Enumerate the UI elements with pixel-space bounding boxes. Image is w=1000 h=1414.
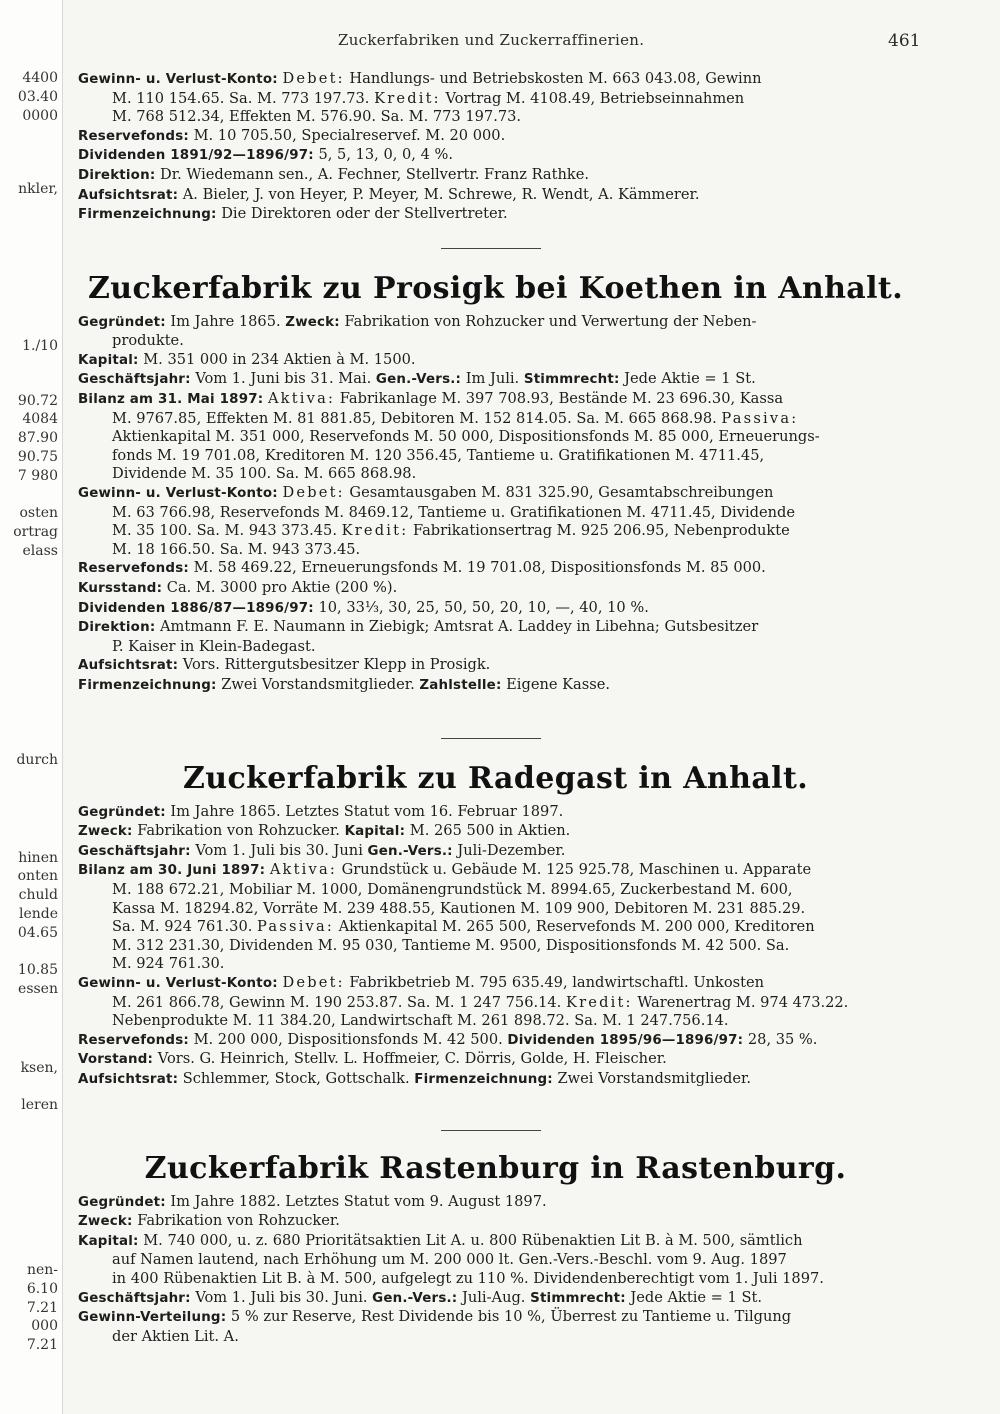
entry-text: der Aktien Lit. A. (112, 1327, 239, 1345)
aufsichtsrat-entry (78, 1070, 913, 1090)
entry-key: Aufsichtsrat: (78, 1071, 179, 1087)
aktiva-label: Aktiva: (267, 389, 336, 407)
gutter-fragment: hinen (18, 850, 58, 866)
dividenden-entry (78, 599, 913, 619)
entry-key: Gen.-Vers.: (367, 843, 453, 859)
passiva-label: Passiva: (257, 918, 335, 936)
entry-text: auf Namen lautend, nach Erhöhung um M. 200 000 lt. Gen.-Vers.-Beschl. vom 9. Aug. 1897 (112, 1251, 787, 1269)
gewinn-verlust-entry (78, 974, 913, 1031)
gegruendet-entry (78, 1193, 913, 1213)
direktion-entry (78, 166, 913, 186)
entry-text: Sa. M. 924 761.30. (112, 918, 253, 936)
entry-text: Juli-Dezember. (457, 841, 566, 859)
entry-text: M. 768 512.34, Effekten M. 576.90. Sa. M. 773 197.73. (112, 108, 522, 126)
entry-text: Im Jahre 1865. (170, 312, 281, 330)
entry-text: Vors. G. Heinrich, Stellv. L. Hoffmeier, C. Dörris, Golde, H. Fleischer. (157, 1050, 667, 1068)
reservefonds-entry (78, 1031, 913, 1051)
gutter-fragment: osten (19, 505, 58, 521)
gutter-fragment: 7.21 (26, 1300, 58, 1316)
reservefonds-entry (78, 127, 913, 147)
entry-key: Bilanz am 30. Juni 1897: (78, 863, 266, 879)
entry-key: Firmenzeichnung: (414, 1071, 553, 1087)
gutter-fragment: durch (16, 752, 58, 768)
gutter-fragment: 0000 (22, 108, 58, 124)
entry-text: Jede Aktie = 1 St. (630, 1288, 762, 1306)
entry-text: M. 200 000, Dispositionsfonds M. 42 500. (193, 1030, 503, 1048)
entry-text: M. 188 672.21, Mobiliar M. 1000, Domänengrundstück M. 8994.65, Zuckerbestand M. 600, (112, 880, 793, 898)
dividenden-entry (78, 146, 913, 166)
gutter-fragment: leren (21, 1097, 58, 1113)
entry-text: Vom 1. Juli bis 30. Juni. (195, 1288, 368, 1306)
previous-company-section (78, 70, 913, 225)
aufsichtsrat-entry (78, 656, 913, 676)
entry-text: M. 9767.85, Effekten M. 81 881.85, Debitoren M. 152 814.05. Sa. M. 665 868.98. (112, 409, 717, 427)
entry-key: Aufsichtsrat: (78, 187, 179, 203)
entry-text: Handlungs- und Betriebskosten M. 663 043.08, Gewinn (349, 70, 762, 87)
entry-text: Schlemmer, Stock, Gottschalk. (182, 1069, 410, 1087)
section-divider (441, 738, 541, 739)
section-divider (441, 1130, 541, 1131)
gutter-fragment: elass (22, 543, 58, 559)
entry-key: Kapital: (344, 824, 406, 840)
vorstand-entry (78, 1050, 913, 1070)
gewinn-verlust-entry (78, 70, 913, 127)
gutter-fragment: ksen, (20, 1060, 58, 1076)
entry-text: A. Bieler, J. von Heyer, P. Meyer, M. Schrewe, R. Wendt, A. Kämmerer. (182, 185, 700, 203)
entry-key: Kapital: (78, 352, 139, 368)
gutter-fragment: 03.40 (17, 89, 58, 105)
entry-key: Vorstand: (78, 1052, 154, 1068)
entry-key: Direktion: (78, 167, 156, 183)
entry-text: M. 312 231.30, Dividenden M. 95 030, Tantieme M. 9500, Dispositionsfonds M. 42 500. Sa. (112, 936, 790, 954)
entry-text: Ca. M. 3000 pro Aktie (200 %). (166, 578, 398, 596)
entry-key: Gewinn- u. Verlust-Konto: (78, 975, 278, 991)
entry-text: Fabrikationsertrag M. 925 206.95, Nebenprodukte (412, 522, 790, 540)
gutter-fragment: 7.21 (26, 1337, 58, 1353)
firmenzeichnung-entry (78, 205, 913, 225)
gutter-fragment: 7 980 (17, 468, 58, 484)
kapital-entry (78, 351, 913, 371)
entry-text: Kassa M. 18294.82, Vorräte M. 239 488.55, Kautionen M. 109 900, Debitoren M. 231 885.29. (112, 899, 806, 917)
entry-key: Kapital: (78, 1233, 139, 1249)
running-title: Zuckerfabriken und Zuckerraffinerien. (338, 31, 645, 49)
company-section-prosigk (78, 271, 913, 695)
entry-key: Stimmrecht: (530, 1290, 626, 1306)
entry-text: Nebenprodukte M. 11 384.20, Landwirtschaft M. 261 898.72. Sa. M. 1 247.756.14. (112, 1012, 729, 1030)
previous-page-edge (0, 0, 63, 1414)
gewinn-verteilung-entry (78, 1308, 913, 1346)
entry-key: Firmenzeichnung: (78, 677, 217, 693)
entry-key: Zahlstelle: (419, 677, 502, 693)
entry-text: Vortrag M. 4108.49, Betriebseinnahmen (445, 89, 745, 107)
gutter-fragment: onten (17, 868, 58, 884)
entry-key: Gewinn- u. Verlust-Konto: (78, 72, 278, 87)
entry-text: Dr. Wiedemann sen., A. Fechner, Stellvertr. Franz Rathke. (160, 165, 589, 183)
entry-key: Zweck: (78, 1214, 133, 1230)
company-title: Zuckerfabrik zu Radegast in Anhalt. (182, 761, 809, 796)
entry-key: Reservefonds: (78, 128, 189, 144)
entry-key: Dividenden 1895/96—1896/97: (507, 1032, 744, 1048)
entry-text: Vors. Rittergutsbesitzer Klepp in Prosigk. (182, 656, 491, 674)
company-section-rastenburg (78, 1151, 913, 1346)
gutter-fragment: 87.90 (17, 430, 58, 446)
entry-text: M. 18 166.50. Sa. M. 943 373.45. (112, 540, 361, 558)
entry-key: Geschäftsjahr: (78, 372, 191, 388)
entry-key: Gegründet: (78, 804, 166, 820)
gutter-fragment: lende (18, 906, 58, 922)
entry-text: Gesamtausgaben M. 831 325.90, Gesamtabschreibungen (349, 483, 774, 501)
entry-text: Juli-Aug. (462, 1288, 526, 1306)
entry-key: Zweck: (78, 824, 133, 840)
company-title: Zuckerfabrik Rastenburg in Rastenburg. (144, 1151, 847, 1186)
entry-key: Direktion: (78, 620, 156, 636)
entry-key: Firmenzeichnung: (78, 207, 217, 223)
entry-text: Vom 1. Juni bis 31. Mai. (195, 370, 372, 388)
kredit-label: Kredit: (341, 522, 409, 540)
entry-text: Grundstück u. Gebäude M. 125 925.78, Maschinen u. Apparate (341, 861, 812, 879)
gutter-fragment: 90.72 (17, 393, 58, 409)
debet-label: Debet: (282, 483, 345, 501)
entry-text: 5 % zur Reserve, Rest Dividende bis 10 %, Überrest zu Tantieme u. Tilgung (230, 1308, 792, 1326)
gegruendet-entry (78, 313, 913, 351)
entry-key: Kursstand: (78, 580, 163, 596)
entry-text: Fabrikation von Rohzucker und Verwertung der Neben- (344, 312, 757, 330)
entry-key: Gewinn-Verteilung: (78, 1310, 227, 1326)
company-section-radegast (78, 761, 913, 1090)
entry-key: Aufsichtsrat: (78, 658, 179, 674)
entry-text: 28, 35 %. (747, 1030, 818, 1048)
gutter-fragment: nen- (26, 1262, 58, 1278)
entry-text: Aktienkapital M. 265 500, Reservefonds M. 200 000, Kreditoren (338, 918, 815, 936)
entry-text: 10, 33⅓, 30, 25, 50, 50, 20, 10, —, 40, 10 %. (318, 598, 649, 616)
gegruendet-entry (78, 803, 913, 823)
debet-label: Debet: (282, 70, 345, 87)
entry-text: Fabrikanlage M. 397 708.93, Bestände M. 23 696.30, Kassa (339, 389, 784, 407)
entry-text: Aktienkapital M. 351 000, Reservefonds M. 50 000, Dispositionsfonds M. 85 000, Erneuerungs- (112, 428, 820, 446)
entry-key: Bilanz am 31. Mai 1897: (78, 391, 264, 407)
entry-text: M. 740 000, u. z. 680 Prioritätsaktien Lit A. u. 800 Rübenaktien Lit B. à M. 500, sämtlich (143, 1231, 803, 1249)
entry-key: Reservefonds: (78, 561, 189, 577)
entry-key: Dividenden 1886/87—1896/97: (78, 600, 314, 616)
entry-text: Vom 1. Juli bis 30. Juni (195, 841, 363, 859)
entry-text: M. 58 469.22, Erneuerungsfonds M. 19 701.08, Dispositionsfonds M. 85 000. (193, 559, 766, 577)
entry-text: M. 924 761.30. (112, 955, 225, 973)
gutter-fragment: 000 (31, 1318, 58, 1334)
page (78, 0, 921, 1414)
gutter-fragment: essen (18, 981, 58, 997)
entry-text: M. 10 705.50, Specialreservef. M. 20 000. (193, 126, 506, 144)
gutter-fragment: 4084 (22, 411, 58, 427)
entry-key: Gegründet: (78, 1194, 166, 1210)
aktiva-label: Aktiva: (269, 861, 337, 879)
gutter-fragment: 6.10 (26, 1281, 58, 1297)
entry-key: Zweck: (285, 314, 340, 330)
entry-text: 5, 5, 13, 0, 0, 4 %. (318, 146, 453, 164)
entry-text: in 400 Rübenaktien Lit B. à M. 500, aufgelegt zu 110 %. Dividendenberechtigt vom 1. Juli 1897. (112, 1269, 824, 1287)
gutter-fragment: 10.85 (17, 962, 58, 978)
entry-text: M. 265 500 in Aktien. (409, 822, 571, 840)
geschaeftsjahr-entry (78, 370, 913, 390)
kursstand-entry (78, 579, 913, 599)
aufsichtsrat-entry (78, 186, 913, 206)
reservefonds-entry (78, 559, 913, 579)
entry-key: Gegründet: (78, 314, 166, 330)
entry-text: Im Juli. (465, 370, 520, 388)
entry-text: Fabrikbetrieb M. 795 635.49, landwirtschaftl. Unkosten (349, 973, 765, 991)
gutter-fragment: 4400 (22, 70, 58, 86)
entry-text: Jede Aktie = 1 St. (624, 370, 756, 388)
entry-text: M. 110 154.65. Sa. M. 773 197.73. (112, 89, 370, 107)
gutter-fragment: 90.75 (17, 449, 58, 465)
gutter-fragment: nkler, (18, 181, 58, 197)
gutter-fragment: 1./10 (22, 338, 58, 354)
firmenzeichnung-entry (78, 676, 913, 696)
entry-text: Warenertrag M. 974 473.22. (637, 993, 849, 1011)
direktion-entry (78, 618, 913, 656)
entry-text: Im Jahre 1882. Letztes Statut vom 9. August 1897. (170, 1192, 547, 1210)
zweck-entry (78, 822, 913, 842)
debet-label: Debet: (282, 973, 345, 991)
entry-text: P. Kaiser in Klein-Badegast. (112, 637, 316, 655)
entry-text: Zwei Vorstandsmitglieder. (221, 675, 415, 693)
gutter-fragment: ortrag (13, 524, 58, 540)
entry-text: Fabrikation von Rohzucker. (137, 1212, 340, 1230)
entry-text: M. 351 000 in 234 Aktien à M. 1500. (143, 350, 416, 368)
passiva-label: Passiva: (721, 409, 799, 427)
kapital-entry (78, 1232, 913, 1289)
entry-key: Gen.-Vers.: (375, 372, 462, 388)
entry-text: produkte. (112, 332, 184, 350)
gutter-fragment: chuld (18, 887, 58, 903)
gewinn-verlust-entry (78, 484, 913, 559)
entry-key: Gen.-Vers.: (372, 1290, 458, 1306)
bilanz-entry (78, 861, 913, 974)
entry-text: M. 35 100. Sa. M. 943 373.45. (112, 522, 337, 540)
entry-key: Gewinn- u. Verlust-Konto: (78, 485, 278, 501)
page-number: 461 (888, 31, 921, 51)
entry-text: Fabrikation von Rohzucker. (137, 822, 340, 840)
entry-text: Amtmann F. E. Naumann in Ziebigk; Amtsrat A. Laddey in Libehna; Gutsbesitzer (160, 618, 759, 636)
kredit-label: Kredit: (374, 89, 441, 107)
entry-text: Zwei Vorstandsmitglieder. (557, 1069, 752, 1087)
geschaeftsjahr-entry (78, 842, 913, 862)
gutter-fragment: 04.65 (17, 925, 58, 941)
entry-text: M. 63 766.98, Reservefonds M. 8469.12, Tantieme u. Gratifikationen M. 4711.45, Dividende (112, 503, 795, 521)
entry-text: Dividende M. 35 100. Sa. M. 665 868.98. (112, 465, 417, 483)
entry-key: Stimmrecht: (523, 372, 620, 388)
company-title: Zuckerfabrik zu Prosigk bei Koethen in Anhalt. (87, 271, 904, 306)
entry-text: fonds M. 19 701.08, Kreditoren M. 120 356.45, Tantieme u. Gratifikationen M. 4711.45, (112, 446, 765, 464)
entry-text: M. 261 866.78, Gewinn M. 190 253.87. Sa. M. 1 247 756.14. (112, 993, 562, 1011)
zweck-entry (78, 1212, 913, 1232)
entry-key: Reservefonds: (78, 1032, 189, 1048)
entry-text: Im Jahre 1865. Letztes Statut vom 16. Februar 1897. (170, 802, 564, 820)
geschaeftsjahr-entry (78, 1289, 913, 1309)
entry-key: Dividenden 1891/92—1896/97: (78, 148, 314, 164)
entry-text: Die Direktoren oder der Stellvertreter. (221, 205, 508, 223)
entry-text: Eigene Kasse. (506, 675, 610, 693)
bilanz-entry (78, 390, 913, 484)
entry-key: Geschäftsjahr: (78, 843, 191, 859)
section-divider (441, 248, 541, 249)
entry-key: Geschäftsjahr: (78, 1290, 191, 1306)
kredit-label: Kredit: (565, 993, 633, 1011)
